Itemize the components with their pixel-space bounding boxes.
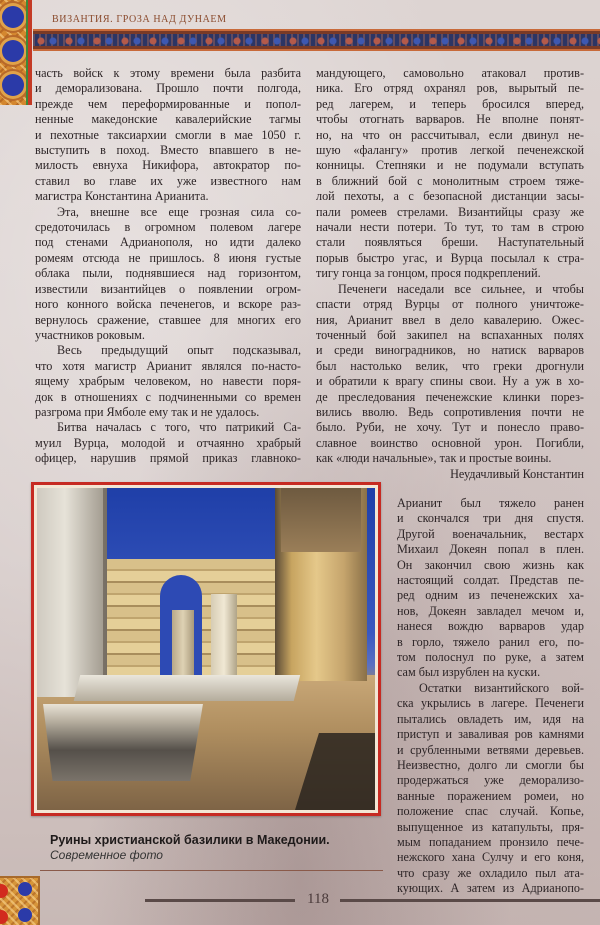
photo-frame	[31, 482, 381, 816]
text-line: но, на что он рассчитывал, если двинул не-	[316, 127, 584, 142]
text-line: док в отношениях с подчиненными со времен	[35, 389, 301, 404]
text-line: ненные македонские кавалерийские тагмы	[35, 112, 301, 127]
text-line: прежде чем переформированные и попол-	[35, 96, 301, 111]
text-column-left	[35, 66, 301, 467]
photo-pier	[37, 488, 107, 697]
footer-rule-right	[340, 899, 600, 902]
text-line: Неизвестно, долго ли смогли бы	[397, 757, 584, 772]
ornament-knot-icon	[2, 40, 24, 62]
text-line: приступ и заваливая ров камнями	[397, 727, 584, 742]
bottom-corner-ornament	[0, 876, 40, 925]
text-line: муил Вурца, молодой и отчаянно храбрый	[35, 435, 301, 450]
text-line: нанеся вождю варваров удар	[397, 619, 584, 634]
text-line: выступить в поход. Вместо впавшего в не-	[35, 143, 301, 158]
text-line: и среди виноградников, но натиск варваров	[316, 343, 584, 358]
text-line: Михаил Докеян попал в плен.	[397, 542, 584, 557]
text-line: лой пехоты, а с безопасной дистанции засы-	[316, 189, 584, 204]
text-line: ванные поражением ромеи, но	[397, 788, 584, 803]
text-line: милость евнуха Никифора, автократор по-	[35, 158, 301, 173]
ornament-blue-knot-icon	[18, 882, 32, 896]
text-line: и скончался три дня спустя.	[397, 511, 584, 526]
text-line: Весь предыдущий опыт подсказывал,	[57, 343, 301, 358]
text-line: Арианит был тяжело ранен	[397, 496, 584, 510]
text-line: де преследования печенежские клинки порез-	[316, 389, 584, 404]
text-line: был настолько велик, что греки дрогнули	[316, 358, 584, 373]
text-line: славное воинство основной урон. Погибли,	[316, 435, 584, 450]
text-line: спасти отряд Вурцы от полного уничтоже-	[316, 297, 584, 312]
header-band-pattern	[33, 34, 600, 46]
text-line: Эта, внешне все еще грозная сила со-	[57, 204, 301, 219]
text-line: кующих. А затем из Адрианопо-	[397, 881, 584, 896]
text-line: вились вволю. Ведь сопротивления почти не	[316, 404, 584, 419]
text-line: ред одним из печенежских ха-	[397, 588, 584, 603]
photo-column	[172, 610, 194, 681]
text-line: настоящий солдат. Представ пе-	[397, 573, 584, 588]
text-line: разгрома при Ямболе ему так и не удалось.	[35, 404, 260, 419]
photo-tower-top	[281, 488, 361, 552]
text-line: ромеям отсюда не пришлось. 8 июня густые	[35, 250, 301, 265]
text-line: под стенами Адрианополя, но идти далеко	[35, 235, 301, 250]
text-line: известили византийцев о появлении огром-	[35, 281, 301, 296]
text-line: положение спас случай. Копье,	[397, 804, 584, 819]
text-line: мым попаданием пронзило пече-	[397, 834, 584, 849]
text-line: выпущенное из катапульты, пря-	[397, 819, 584, 834]
text-line: что сразу же охладило пыл ата-	[397, 865, 584, 880]
text-line: ника. Его отряд охранял ров, вырытый пе-	[316, 81, 584, 96]
text-line: облака пыли, поднявшиеся над горизонтом,	[35, 266, 301, 281]
text-line: конницы. Степняки и не подумали вступать	[316, 158, 584, 173]
text-line: ска укрылись в лагере. Печенеги	[397, 696, 584, 711]
text-line: офицер, нарушив прямой приказ главноко-	[35, 451, 301, 466]
text-line: продержаться уже деморализо-	[397, 773, 584, 788]
left-corner-ornament	[0, 0, 32, 105]
figure-caption	[50, 833, 380, 862]
text-line: и деморализована. Прошло почти полгода,	[35, 81, 301, 96]
ornament-stripe	[26, 0, 29, 105]
text-line: магистра Константина Арианита.	[35, 189, 209, 204]
text-line: ного конного войска печенегов, и вскоре раз-	[35, 297, 301, 312]
text-line: вернулось сражение, ставшее для многих его	[35, 312, 301, 327]
text-line: ния, Арианит ввел в дело кавалерию. Ожес-	[316, 312, 584, 327]
page-number: 118	[307, 891, 329, 907]
photo-carved-block	[43, 704, 203, 781]
text-line: тигу гонца за гонцом, прося подкреплений.	[316, 266, 541, 281]
text-line: Он закончил свою жизнь как	[397, 557, 584, 572]
text-line: том полоснул по руке, а затем	[397, 650, 584, 665]
text-line: было. Руби, не хочу. Тут и понесло право-	[316, 420, 584, 435]
text-line: Печенеги наседали все сильнее, и чтобы	[338, 281, 584, 296]
text-line: Остатки византийского вой-	[419, 680, 584, 695]
text-line: ред лагерем, и теперь бросился вперед,	[316, 96, 584, 111]
header-ornament-band	[33, 29, 600, 51]
caption-subtitle: Современное фото	[50, 848, 163, 862]
text-line: нежского хана Сулчу и его коня,	[397, 850, 584, 865]
text-line: и обратили к врагу спины свои. Ну а уж в хо-	[316, 374, 584, 389]
ornament-knot-icon	[2, 6, 24, 28]
text-line: участников роковым.	[35, 327, 145, 342]
text-line: шую «фалангу» против легкой печенежской	[316, 143, 584, 158]
text-column-right	[316, 66, 584, 482]
text-line: Битва началась с того, что патрикий Са-	[57, 420, 301, 435]
text-line: пали ромеев стрелами. Византийцы сразу же	[316, 204, 584, 219]
photo-column	[211, 594, 237, 681]
text-line: ставил во главе их уже известного нам	[35, 173, 301, 188]
text-line: точенный бой закипел на вспаханных полях	[316, 327, 584, 342]
text-line: пытались овладеть им, идя на	[397, 711, 584, 726]
text-line: нов, Докеян завладел мечом и,	[397, 603, 584, 618]
basilica-ruins-photo	[37, 488, 375, 810]
text-line: порыв быстро угас, и Вурца посылал к стра-	[316, 250, 584, 265]
text-line: стали появляться бреши. Наступательный	[316, 235, 584, 250]
footer-rule-left	[145, 899, 295, 902]
caption-divider	[40, 870, 383, 871]
text-line: мандующего, самовольно атаковал против-	[316, 66, 584, 80]
text-line: что хотя магистр Арианит являлся по-насто-	[35, 358, 301, 373]
photo-ledge	[74, 675, 300, 701]
ornament-knot-icon	[2, 74, 24, 96]
text-line: сам был изрублен на куски.	[397, 665, 541, 680]
text-line: ящему храбрым человеком, но навести поря-	[35, 374, 301, 389]
text-line: как «люди начальные», так и простые воины.	[316, 451, 552, 466]
text-line: часть войск к этому времени была разбита	[35, 66, 301, 80]
text-line: средоточилась в огромном полевом лагере	[35, 220, 301, 235]
text-line: в горло, тяжело ранил его, по-	[397, 634, 584, 649]
caption-title: Руины христианской базилики в Македонии.	[50, 833, 330, 847]
text-line: чтобы отогнать варваров. Не вполне понят-	[316, 112, 584, 127]
text-line: Неудачливый Константин	[450, 466, 584, 481]
text-line: и пехотные таксиархии смогли в мае 1050 г.	[35, 127, 301, 142]
text-line: Другой военачальник, вестарх	[397, 526, 584, 541]
running-header: ВИЗАНТИЯ. ГРОЗА НАД ДУНАЕМ	[52, 14, 227, 25]
text-line: начали нести потери. То тут, то там в строю	[316, 220, 584, 235]
ornament-blue-knot-icon	[18, 908, 32, 922]
text-line: в ближний бой с монолитным строем тяже-	[316, 173, 584, 188]
text-line: и срубленными ветвями деревьев.	[397, 742, 584, 757]
text-column-right-wrap	[397, 496, 584, 897]
